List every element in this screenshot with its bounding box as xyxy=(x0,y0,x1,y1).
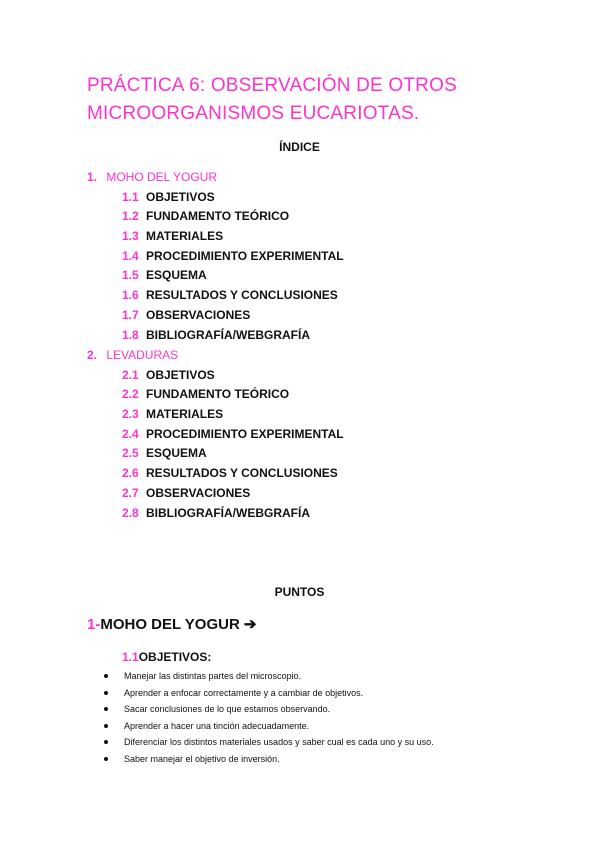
toc-item-label: BIBLIOGRAFÍA/WEBGRAFÍA xyxy=(146,506,310,520)
list-item-text: Aprender a enfocar correctamente y a cambiar de objetivos. xyxy=(124,687,364,698)
list-item-text: Saber manejar el objetivo de inversión. xyxy=(124,753,280,764)
toc-item-number: 1.7 xyxy=(122,308,139,322)
toc-item-label: ESQUEMA xyxy=(146,446,207,460)
toc-item-label: OBSERVACIONES xyxy=(146,308,251,322)
toc-item-number: 1.6 xyxy=(122,288,139,302)
list-item xyxy=(104,701,434,718)
bullet-icon xyxy=(104,691,108,695)
toc-item xyxy=(122,486,250,500)
toc-item-label: MATERIALES xyxy=(146,229,224,243)
toc-item xyxy=(122,249,344,263)
toc-item-number: 2.3 xyxy=(122,407,139,421)
bullet-icon xyxy=(104,707,108,711)
list-item xyxy=(104,734,434,751)
section-number: 1- xyxy=(87,616,101,633)
toc-section-number: 1. xyxy=(87,170,98,184)
list-item xyxy=(104,751,434,768)
toc-section-label: MOHO DEL YOGUR xyxy=(106,170,218,184)
toc-item-label: PROCEDIMIENTO EXPERIMENTAL xyxy=(146,249,344,263)
toc-item-number: 2.4 xyxy=(122,427,139,441)
toc-section-label: LEVADURAS xyxy=(106,348,179,362)
toc-item-number: 2.5 xyxy=(122,446,139,460)
objectives-list xyxy=(104,668,434,767)
toc-item xyxy=(122,466,338,480)
section-label: MOHO DEL YOGUR xyxy=(100,616,240,633)
toc-item xyxy=(122,209,289,223)
subsection-heading xyxy=(122,650,211,664)
toc-item xyxy=(122,308,250,322)
toc-section-number: 2. xyxy=(87,348,98,362)
toc-item xyxy=(122,407,223,421)
toc-section-2 xyxy=(87,348,178,362)
toc-item xyxy=(122,229,223,243)
bullet-icon xyxy=(104,674,108,678)
toc-item-number: 2.6 xyxy=(122,466,139,480)
toc-item-label: PROCEDIMIENTO EXPERIMENTAL xyxy=(146,427,344,441)
toc-item-number: 1.8 xyxy=(122,328,139,342)
toc-item-label: MATERIALES xyxy=(146,407,224,421)
arrow-right-icon: ➔ xyxy=(243,616,257,633)
subsection-label: OBJETIVOS: xyxy=(138,650,212,664)
list-item xyxy=(104,718,434,735)
list-item xyxy=(104,668,434,685)
bullet-icon xyxy=(104,724,108,728)
toc-item-number: 2.7 xyxy=(122,486,139,500)
points-heading: PUNTOS xyxy=(274,585,325,599)
subsection-number: 1.1 xyxy=(122,650,139,664)
toc-item-label: FUNDAMENTO TEÓRICO xyxy=(146,387,290,401)
toc-item-label: RESULTADOS Y CONCLUSIONES xyxy=(146,288,338,302)
toc-section-1 xyxy=(87,170,217,184)
toc-item xyxy=(122,288,338,302)
list-item-text: Diferenciar los distintos materiales usados y saber cual es cada uno y su uso. xyxy=(124,737,434,747)
toc-item xyxy=(122,427,344,441)
index-heading: ÍNDICE xyxy=(279,140,320,154)
toc-item-label: RESULTADOS Y CONCLUSIONES xyxy=(146,466,338,480)
toc-item-number: 2.8 xyxy=(122,506,139,520)
toc-item-label: OBSERVACIONES xyxy=(146,486,251,500)
toc-item-number: 2.2 xyxy=(122,387,139,401)
toc-item xyxy=(122,190,215,204)
toc-item xyxy=(122,368,215,382)
list-item xyxy=(104,685,434,702)
toc-item xyxy=(122,387,289,401)
list-item-text: Manejar las distintas partes del microscopio. xyxy=(124,671,302,681)
document-title: PRÁCTICA 6: OBSERVACIÓN DE OTROS MICROORGANISMOS EUCARIOTAS. xyxy=(87,75,457,124)
section-heading xyxy=(87,615,256,633)
bullet-icon xyxy=(104,757,108,761)
toc-item-number: 1.2 xyxy=(122,209,139,223)
toc-item xyxy=(122,328,310,342)
toc-item xyxy=(122,506,310,520)
toc-item-number: 2.1 xyxy=(122,368,139,382)
toc-item xyxy=(122,446,207,460)
list-item-text: Aprender a hacer una tinción adecuadamente. xyxy=(124,720,310,731)
toc-item-label: FUNDAMENTO TEÓRICO xyxy=(146,209,290,223)
bullet-icon xyxy=(104,740,108,744)
toc-item-label: BIBLIOGRAFÍA/WEBGRAFÍA xyxy=(146,328,310,342)
toc-item-label: ESQUEMA xyxy=(146,268,207,282)
toc-item-number: 1.1 xyxy=(122,190,139,204)
toc-item xyxy=(122,268,207,282)
toc-item-label: OBJETIVOS xyxy=(146,368,215,382)
toc-item-number: 1.5 xyxy=(122,268,139,282)
toc-item-number: 1.4 xyxy=(122,249,139,263)
toc-item-number: 1.3 xyxy=(122,229,139,243)
toc-item-label: OBJETIVOS xyxy=(146,190,215,204)
list-item-text: Sacar conclusiones de lo que estamos observando. xyxy=(124,704,331,714)
